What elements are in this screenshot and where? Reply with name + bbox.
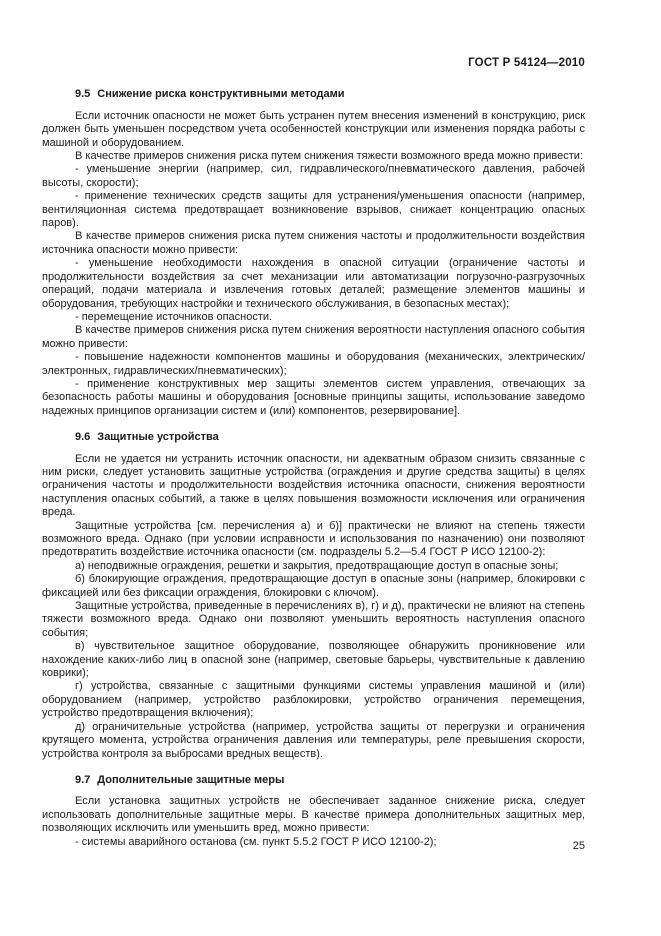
list-item-paragraph: - повышение надежности компонентов машины и оборудования (механических, электрических/электронных, гидравлических/пневматических); [42,351,585,377]
section-title: Снижение риска конструктивными методами [97,88,345,101]
doc-code-header: ГОСТ Р 54124—2010 [468,57,585,69]
paragraph: В качестве примеров снижения риска путем снижения тяжести возможного вреда можно привести: [75,150,583,163]
section-9-5 [42,88,585,418]
page-number: 25 [572,840,585,852]
list-item-paragraph: д) ограничительные устройства (например, устройства защиты от перегрузки и ограничения крутящего момента, устройства ограничения давления или температуры, реле превышения скорости, устройства контроля за выбросами вредных веществ). [42,720,585,760]
section-heading-9-5 [42,88,585,101]
section-number: 9.7 [75,773,91,786]
paragraph: Если источник опасности не может быть устранен путем внесения изменений в конструкцию, риск должен быть уменьшен посредством учета особенностей конструкции или изменения порядка работы с машиной и оборудованием. [42,109,585,149]
list-item-paragraph: а) неподвижные ограждения, решетки и закрытия, предотвращающие доступ в опасные зоны; [75,559,559,572]
section-9-6 [42,431,585,761]
section-9-7 [42,774,585,849]
list-item-paragraph: г) устройства, связанные с защитными функциями системы управления машиной и (или) оборудованием (например, устройство разблокировки, устройство ограничения перемещения, устройство предотвращения включения); [42,680,585,720]
list-item-paragraph: - перемещение источников опасности. [75,310,273,323]
paragraph: В качестве примеров снижения риска путем снижения частоты и продолжительности воздействия источника опасности можно привести: [42,230,585,256]
section-title: Дополнительные защитные меры [97,773,285,786]
section-number: 9.5 [75,88,91,101]
paragraph: Защитные устройства [см. перечисления а) и б)] практически не влияют на степень тяжести возможного вреда. Однако (при условии исправности и использования по назначению) они позволяют предотвратить воздействие источника опасности (см. подразделы 5.2—5.4 ГОСТ Р ИСО 12100-2): [42,519,585,559]
section-heading-9-6 [42,431,585,444]
list-item-paragraph: - применение конструктивных мер защиты элементов систем управления, отвечающих за безопасность работы машины и оборудования [основные принципы защиты, использование заведомо надежных принципов организации систем и (или) компонентов, резервирование]. [42,377,585,417]
section-heading-9-7 [42,774,585,787]
paragraph: В качестве примеров снижения риска путем снижения вероятности наступления опасного события можно привести: [42,324,585,350]
paragraph: Если установка защитных устройств не обеспечивает заданное снижение риска, следует использовать дополнительные защитные меры. В качестве примера дополнительных защитных мер, позволяющих исключить или уменьшить вред, можно привести: [42,795,585,835]
paragraph: Защитные устройства, приведенные в перечислениях в), г) и д), практически не влияют на степень тяжести возможного вреда. Однако они позволяют уменьшить вероятность наступления опасного события; [42,600,585,639]
section-number: 9.6 [75,431,91,444]
section-title: Защитные устройства [97,431,219,444]
list-item-paragraph: - уменьшение необходимости нахождения в опасной ситуации (ограничение частоты и продолжительности воздействия за счет механизации или автоматизации погрузочно-разгрузочных операций, подачи материала и извлечения готовых деталей; размещение элементов машины и оборудования, требующих настройки и технического обслуживания, в безопасных местах); [42,257,585,310]
list-item-paragraph: - применение технических средств защиты для устранения/уменьшения опасности (например, вентиляционная система предотвращает возникновение взрывов, снижает концентрацию опасных паров). [42,190,585,230]
list-item-paragraph: - системы аварийного останова (см. пункт 5.5.2 ГОСТ Р ИСО 12100-2); [75,835,437,848]
paragraph: Если не удается ни устранить источник опасности, ни адекватным образом снизить связанные с ним риски, следует установить защитные устройства (ограждения и другие средства защиты) в целях ограничения частоты и продолжительности воздействия источника опасности, снижения вероятности наступления опасных событий, а также в целях повышения возможности исключения или ограничения вреда. [42,452,585,519]
list-item-paragraph: в) чувствительное защитное оборудование, позволяющее обнаружить проникновение или нахождение каких-либо лиц в опасной зоне (например, световые барьеры, чувствительные к давлению коврики); [42,640,585,680]
list-item-paragraph: б) блокирующие ограждения, предотвращающие доступ в опасные зоны (например, блокировки с фиксацией или без фиксации ограждения, блокировки с ключом). [42,573,585,599]
list-item-paragraph: - уменьшение энергии (например, сил, гидравлического/пневматического давления, рабочей высоты, скорости); [42,163,585,189]
